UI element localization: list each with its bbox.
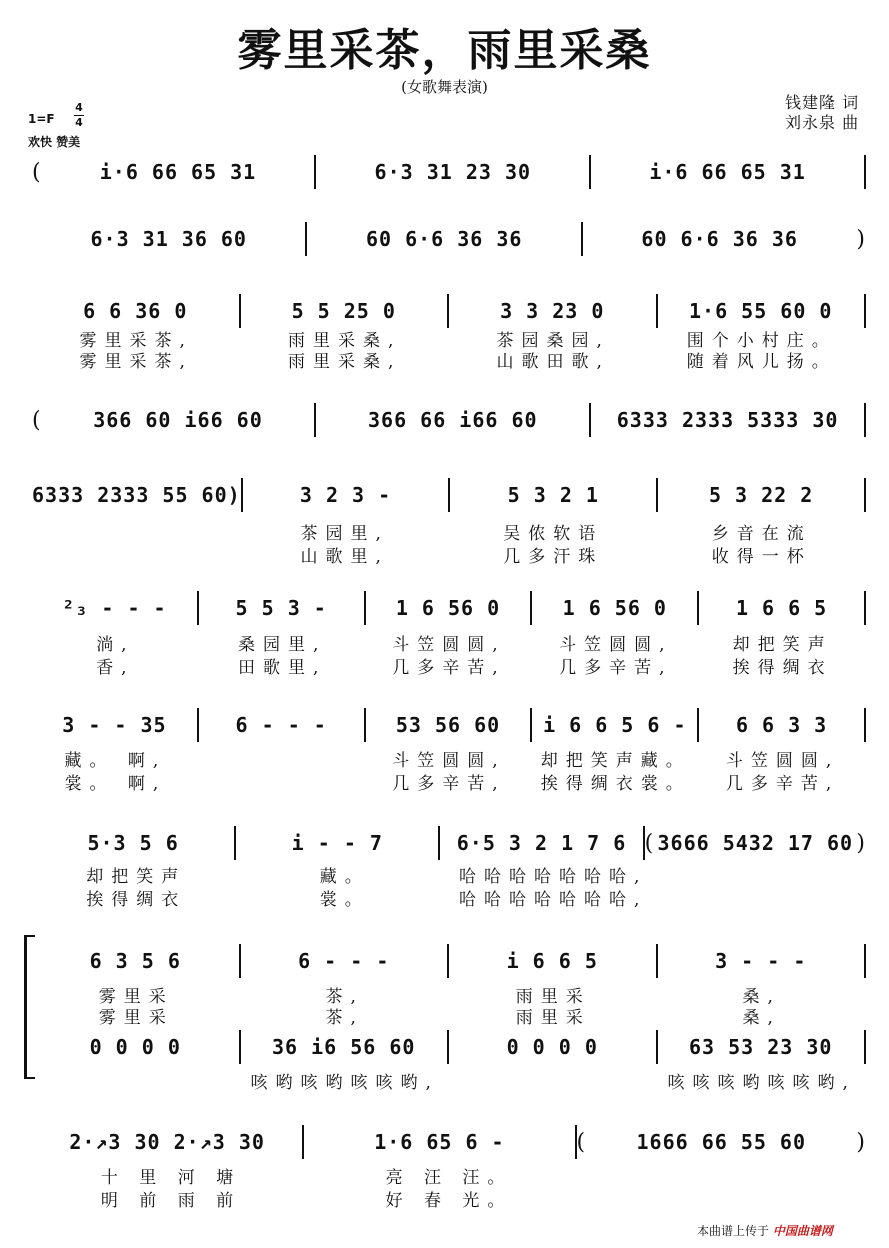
lyric-segment: 桑园里,: [237, 635, 327, 655]
measure-notes: 0 0 0 0: [506, 1035, 598, 1059]
repeat-paren: (: [32, 407, 42, 433]
lyric-segment: 裳。: [319, 890, 370, 910]
lyric-line: [32, 1003, 866, 1028]
meter-top: 4: [75, 101, 83, 114]
measure-notes: 1·6 65 6 -: [374, 1130, 505, 1154]
lyric-segment: 几多辛苦,: [392, 774, 506, 794]
measure-notes: 3 2 3 -: [299, 483, 392, 507]
lyric-segment: 十 里 河 塘: [100, 1168, 242, 1188]
notation-row: [32, 294, 866, 328]
lyric-segment: 咳哟咳哟咳咳哟,: [250, 1073, 439, 1093]
lyric-segment: 雨里采: [515, 1008, 591, 1028]
lyric-segment: 却把笑声: [732, 635, 833, 655]
notation-row: [32, 155, 866, 189]
measure-notes: 6·3 31 23 30: [374, 160, 532, 184]
notation-row: [32, 478, 866, 512]
lyric-segment: 藏。: [319, 867, 370, 887]
notation-row: [32, 708, 866, 742]
lyric-segment: [658, 885, 867, 910]
lyric-segment: 雾里采: [98, 1008, 174, 1028]
lyric-segment: 乡音在流: [711, 524, 812, 544]
lyric-segment: 桑,: [742, 987, 781, 1007]
measure-notes: 5 3 2 1: [507, 483, 599, 507]
measure-notes: 6 - - -: [298, 949, 390, 973]
measure-notes: 5 5 3 -: [235, 596, 327, 620]
performance-note: (女歌舞表演): [401, 78, 488, 96]
notation-row: [32, 1030, 866, 1064]
measure-notes: 3666 5432 17 60: [657, 831, 854, 855]
lyric-segment: 哈哈哈哈哈哈哈,: [459, 890, 648, 910]
measure-notes: i 6 6 5: [506, 949, 598, 973]
lyric-segment: 亮 汪 汪。: [385, 1168, 513, 1188]
lyric-line: [32, 1068, 866, 1093]
system-bracket: [24, 935, 35, 1079]
lyric-segment: 几多辛苦,: [392, 658, 506, 678]
lyric-segment: 收得一杯: [711, 547, 812, 567]
lyric-segment: [199, 769, 366, 794]
measure-notes: 5 3 22 2: [708, 483, 814, 507]
repeat-paren: ): [856, 1129, 866, 1155]
lyric-segment: 茶园桑园,: [496, 331, 610, 351]
lyric-segment: 却把笑声藏。: [540, 751, 691, 771]
bar-line: [864, 1030, 866, 1064]
lyric-segment: 几多汗珠: [503, 547, 604, 567]
measure-notes: 366 60 i66 60: [93, 408, 263, 432]
lyric-segment: [32, 542, 241, 567]
measure-notes: 1 6 56 0: [395, 596, 501, 620]
measure-notes: 1·6 55 60 0: [689, 299, 833, 323]
measure-notes: 3 - - 35: [62, 713, 167, 737]
lyric-segment: 随着风儿扬。: [686, 352, 837, 372]
lyric-line: [32, 653, 866, 678]
bar-line: [864, 708, 866, 742]
lyric-segment: 田歌里,: [237, 658, 327, 678]
measure-notes: 6333 2333 55 60): [32, 483, 241, 507]
lyric-segment: 山歌里,: [300, 547, 389, 567]
measure-notes: 6 3 5 6: [89, 949, 181, 973]
notation-row: [32, 591, 866, 625]
lyric-segment: 斗笠圆圆,: [725, 751, 840, 771]
lyric-segment: [32, 519, 241, 544]
lyric-line: [32, 542, 866, 567]
lyric-segment: 斗笠圆圆,: [392, 751, 506, 771]
lyric-line: [32, 519, 866, 544]
notation-row: [32, 826, 866, 860]
tempo-marking: 欢快 赞美: [28, 135, 81, 149]
measure-notes: 1666 66 55 60: [636, 1130, 807, 1154]
lyric-segment: 咳咳咳哟咳咳哟,: [667, 1073, 856, 1093]
lyricist-credit: 钱建隆 词: [785, 93, 860, 112]
measure-notes: ²₃ - - -: [62, 596, 167, 620]
lyric-segment: 裳。 啊,: [64, 774, 167, 794]
lyric-segment: [588, 1186, 866, 1211]
measure-notes: 5 5 25 0: [291, 299, 396, 323]
lyric-segment: 明 前 雨 前: [100, 1191, 242, 1211]
measure-notes: 60 6·6 36 36: [365, 227, 523, 251]
repeat-paren: ): [856, 830, 866, 856]
lyric-segment: 雾里采: [98, 987, 174, 1007]
measure-notes: i·6 66 65 31: [649, 160, 806, 184]
lyric-segment: 茶,: [325, 987, 364, 1007]
measure-notes: 36 i6 56 60: [272, 1035, 416, 1059]
lyric-segment: 哈哈哈哈哈哈哈,: [459, 867, 648, 887]
measure-notes: 1 6 56 0: [562, 596, 667, 620]
lyric-segment: 雨里采: [515, 987, 591, 1007]
lyric-line: [32, 769, 866, 794]
measure-notes: 6333 2333 5333 30: [616, 408, 839, 432]
lyric-segment: 雾里采茶,: [79, 352, 193, 372]
composer-credit: 刘永泉 曲: [785, 113, 860, 132]
measure-notes: 1 6 6 5: [735, 596, 828, 620]
measure-notes: 53 56 60: [395, 713, 501, 737]
lyric-line: [32, 862, 866, 887]
notation-row: [32, 1125, 866, 1159]
lyric-segment: 围个小村庄。: [686, 331, 837, 351]
lyric-segment: 淌,: [96, 635, 135, 655]
lyric-segment: [199, 746, 366, 771]
lyric-line: [32, 1186, 866, 1211]
lyric-segment: 斗笠圆圆,: [392, 635, 506, 655]
lyric-segment: 香,: [96, 658, 135, 678]
measure-notes: i 6 6 5 6 -: [543, 713, 687, 737]
repeat-paren: (: [576, 1129, 587, 1155]
notation-row: [32, 222, 866, 256]
lyric-segment: 几多辛苦,: [725, 774, 840, 794]
lyric-segment: 几多辛苦,: [559, 658, 673, 678]
bar-line: [864, 944, 866, 978]
bar-line: [864, 155, 866, 189]
bar-line: [864, 294, 866, 328]
bar-line: [864, 403, 866, 437]
measure-notes: 5·3 5 6: [87, 831, 179, 855]
repeat-paren: ): [856, 226, 866, 252]
measure-notes: i·6 66 65 31: [99, 160, 257, 184]
meter-bottom: 4: [75, 116, 83, 129]
measure-notes: 2·↗3 30 2·↗3 30: [69, 1130, 265, 1154]
lyric-segment: [658, 862, 867, 887]
bar-line: [864, 591, 866, 625]
measure-notes: 6 6 36 0: [83, 299, 188, 323]
repeat-paren: (: [644, 830, 655, 856]
measure-notes: 63 53 23 30: [689, 1035, 833, 1059]
footer: [697, 1222, 833, 1239]
lyric-segment: 挨得绸衣: [86, 890, 187, 910]
measure-notes: 6·3 31 36 60: [90, 227, 247, 251]
site-logo-text: 中国曲谱网: [772, 1224, 833, 1238]
measure-notes: 3 3 23 0: [500, 299, 605, 323]
lyric-segment: 桑,: [742, 1008, 781, 1028]
lyric-segment: [449, 1068, 658, 1093]
lyric-segment: 雨里采桑,: [288, 352, 402, 372]
measure-notes: 6·5 3 2 1 7 6: [456, 831, 627, 855]
lyric-line: [32, 746, 866, 771]
lyric-segment: [588, 1163, 866, 1188]
lyric-segment: 吴侬软语: [503, 524, 604, 544]
lyric-segment: 好 春 光。: [385, 1191, 513, 1211]
lyric-segment: 茶,: [325, 1008, 364, 1028]
time-signature: [74, 101, 84, 130]
lyric-segment: 雾里采茶,: [79, 331, 193, 351]
measure-notes: 366 66 i66 60: [368, 408, 538, 432]
repeat-paren: (: [32, 159, 42, 185]
notation-row: [32, 944, 866, 978]
measure-notes: 60 6·6 36 36: [641, 227, 798, 251]
lyric-segment: 斗笠圆圆,: [559, 635, 673, 655]
lyric-segment: [32, 1068, 241, 1093]
lyric-line: [32, 630, 866, 655]
lyric-segment: 藏。 啊,: [64, 751, 167, 771]
lyric-segment: 挨得绸衣: [732, 658, 833, 678]
footer-upload-text: 本曲谱上传于: [697, 1224, 770, 1238]
notation-row: [32, 403, 866, 437]
lyric-segment: 雨里采桑,: [288, 331, 402, 351]
lyric-segment: 茶园里,: [300, 524, 389, 544]
measure-notes: 6 - - -: [235, 713, 327, 737]
lyric-segment: 却把笑声: [86, 867, 187, 887]
measure-notes: 3 - - -: [715, 949, 807, 973]
measure-notes: 0 0 0 0: [89, 1035, 181, 1059]
lyric-line: [32, 885, 866, 910]
lyric-line: [32, 1163, 866, 1188]
lyric-segment: 挨得绸衣裳。: [540, 774, 691, 794]
song-title: 雾里采茶，雨里采桑: [237, 25, 652, 76]
key-signature: 1=F: [28, 112, 55, 126]
measure-notes: 6 6 3 3: [735, 713, 828, 737]
bar-line: [864, 478, 866, 512]
lyric-segment: 山歌田歌,: [496, 352, 610, 372]
measure-notes: i - - 7: [291, 831, 383, 855]
lyric-line: [32, 347, 866, 372]
